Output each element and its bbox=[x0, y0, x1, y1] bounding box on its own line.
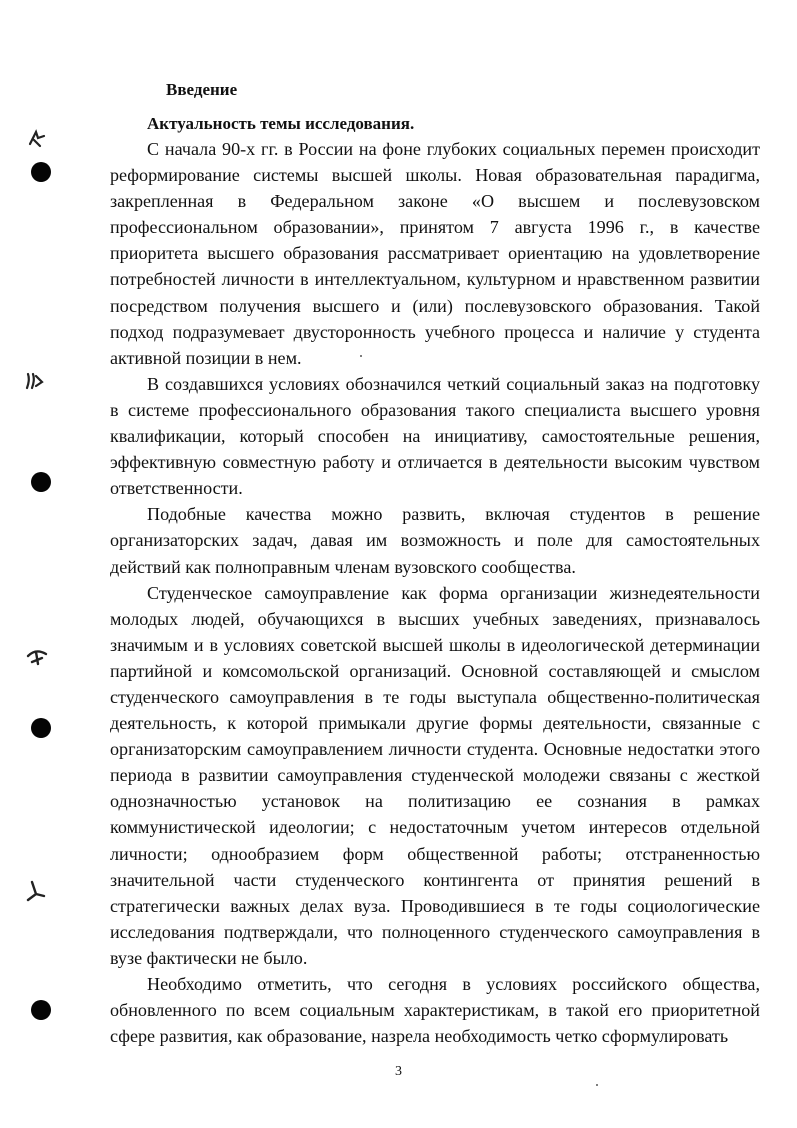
punch-mark-3 bbox=[24, 644, 50, 670]
body-text bbox=[110, 136, 760, 1049]
paragraph-3: Подобные качества можно развить, включая студентов в решение организаторских задач, давая им возможность и поле для самостоятельных действий как полноправным членам вузовского сообщества. bbox=[110, 504, 760, 577]
binder-hole-2 bbox=[31, 472, 51, 492]
paragraph-5: Необходимо отметить, что сегодня в условиях российского общества, обновленного по всем социальным характеристикам, в такой его приоритетной сфере развития, как образование, назрела необходимость четко сформулировать bbox=[110, 974, 760, 1047]
binder-hole-4 bbox=[31, 1000, 51, 1020]
scan-speck-2 bbox=[596, 1084, 598, 1086]
binder-hole-1 bbox=[31, 162, 51, 182]
paragraph-4: Студенческое самоуправление как форма организации жизнедеятельности молодых людей, обучающихся в высших учебных заведениях, признавалось значимым и в условиях советской высшей школы в идеологической детерминации партийной и комсомольской организаций. Основной составляющей и смыслом студенческого самоуправления в те годы выступала общественно-политическая деятельность, к которой примыкали другие формы деятельности, связанные с организаторским самоуправлением личности студента. Основные недостатки этого периода в развитии самоуправления студенческой молодежи связаны с жесткой однозначностью установок на политизацию ее сознания в рамках коммунистической идеологии; с недостаточным учетом интересов отдельной личности; однообразием форм общественной работы; отстраненностью значительной части студенческого контингента от принятия решений в стратегически важных делах вуза. Проводившиеся в те годы социологические исследования подтверждали, что полноценного студенческого самоуправления в вузе фактически не было. bbox=[110, 582, 760, 968]
paragraph-1: С начала 90-х гг. в России на фоне глубоких социальных перемен происходит реформирование системы высшей школы. Новая образовательная парадигма, закрепленная в Федеральном законе «О высшем и послевузовском профессиональном образовании», принятом 7 августа 1996 г., в качестве приоритета высшего образования рассматривает ориентацию на удовлетворение потребностей личности в интеллектуальном, культурном и нравственном развитии посредством получения высшего и (или) послевузовского образования. Такой подход подразумевает двусторонность учебного процесса и наличие у студента активной позиции в нем. bbox=[110, 139, 760, 368]
section-heading: Введение bbox=[166, 80, 238, 99]
page-number: 3 bbox=[395, 1064, 402, 1079]
section-subheading: Актуальность темы исследования. bbox=[147, 114, 415, 133]
paragraph-2: В создавшихся условиях обозначился четкий социальный заказ на подготовку в системе профессионального образования такого специалиста высшего уровня квалификации, который способен на инициативу, самостоятельные решения, эффективную совместную работу и отличается в деятельности высоким чувством ответственности. bbox=[110, 373, 760, 499]
punch-mark-4 bbox=[22, 878, 48, 904]
punch-mark-1 bbox=[22, 126, 48, 152]
binder-hole-3 bbox=[31, 718, 51, 738]
punch-mark-2 bbox=[22, 368, 48, 394]
